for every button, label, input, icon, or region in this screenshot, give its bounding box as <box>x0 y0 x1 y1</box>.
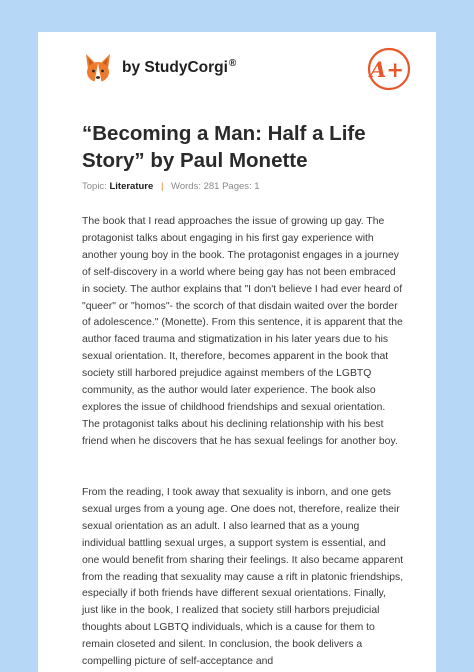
corgi-logo-icon <box>82 52 114 84</box>
brand-logo[interactable] <box>82 52 236 84</box>
essay-paragraph: From the reading, I took away that sexuality is inborn, and one gets sexual urges from a young age. One does not, therefore, realize their sexual orientation as an adult. I also learned that as a young individual battling sexual urges, a support system is essential, and one would benefit from sharing their feelings. It also became apparent from the reading that sexuality may cause a rift in platonic friendships, especially if both friends have different sexual orientations. Finally, just like in the book, I realized that society still harbors prejudicial thoughts about LGBTQ individuals, which is a cause for them to remain closeted and silent. In conclusion, the book delivers a compelling picture of self-acceptance and <box>82 487 404 668</box>
registered-mark: ® <box>228 58 237 70</box>
page-count: Pages: 1 <box>222 181 260 192</box>
document-page <box>38 32 436 672</box>
topic-label: Topic: <box>82 181 107 192</box>
brand-name: by StudyCorgi® <box>122 58 237 77</box>
essay-title: “Becoming a Man: Half a Life Story” by Paul Monette <box>82 122 366 172</box>
word-count: Words: 281 <box>171 181 220 192</box>
grade-a-plus-icon <box>366 46 412 92</box>
essay-meta <box>82 181 260 192</box>
grade-text: A+ <box>370 57 404 82</box>
essay-paragraph: The book that I read approaches the issue of growing up gay. The protagonist talks about engaging in his first gay experience with another young boy in the book. The protagonist engages in a journey of self-discovery in a world where being gay has not been embraced in society. The author explains that "I don't believe I had ever heard of "queer" or "homos"- the scorch of that disdain waited over the border of adolescence." (Monette). From this sentence, it is apparent that the author faced trauma and stigmatization in his later years due to his sexual orientation. It, therefore, becomes apparent in the book that society still harbored prejudice against members of the LGBTQ community, as the author would later experience. The book also explores the issue of childhood friendships and sexual orientation. The protagonist talks about his declining relationship with his best friend when he discovers that he has sexual feelings for another boy. <box>82 216 403 447</box>
topic-link[interactable]: Literature <box>109 181 154 192</box>
meta-separator: | <box>160 181 164 192</box>
